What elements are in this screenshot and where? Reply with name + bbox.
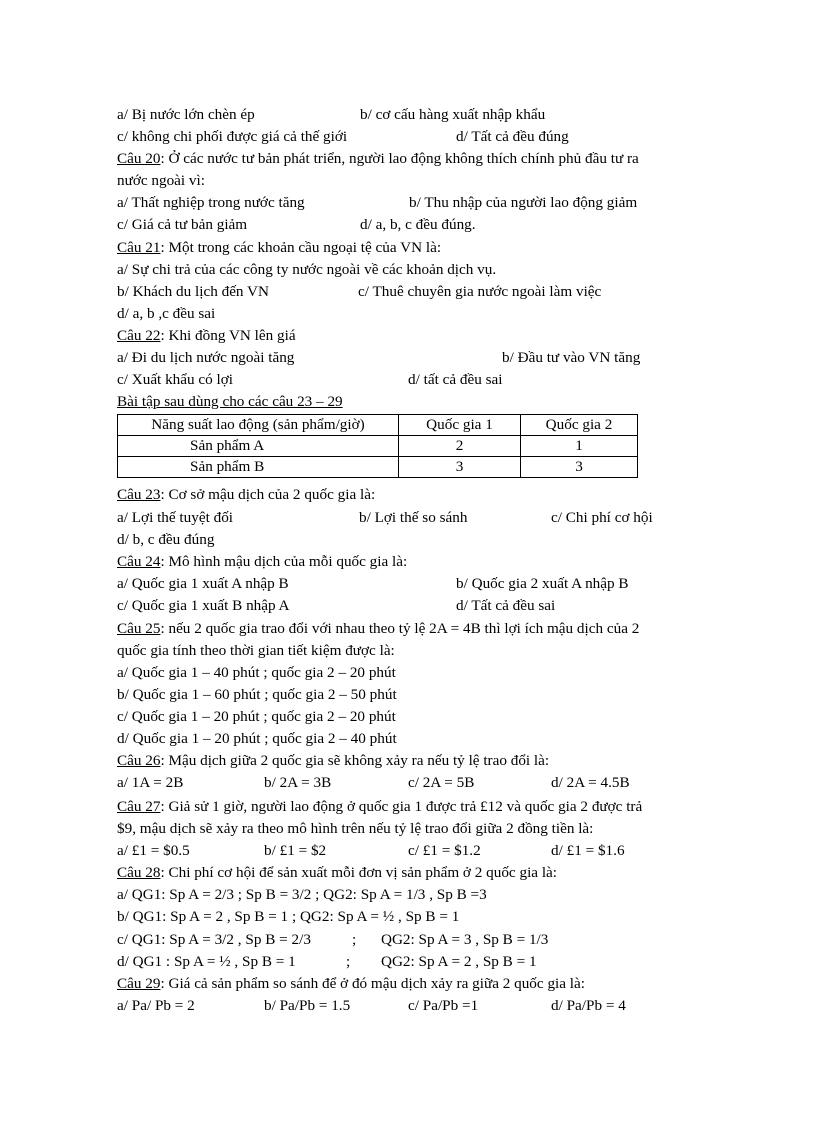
answer-option: b/ Thu nhập của người lao động giảm xyxy=(409,194,638,211)
answer-option: a/ Sự chi trả của các công ty nước ngoài về các khoản dịch vụ. xyxy=(117,261,497,278)
answer-option: d/ 2A = 4.5B xyxy=(551,774,630,791)
table-row xyxy=(118,436,638,457)
answer-option: b/ cơ cấu hàng xuất nhập khẩu xyxy=(360,106,546,123)
exercise-heading xyxy=(117,391,343,413)
answer-option: QG2: Sp A = 2 , Sp B = 1 xyxy=(381,953,537,970)
answer-option: c/ Giá cả tư bản giảm xyxy=(117,216,248,233)
question-text: quốc gia tính theo thời gian tiết kiệm được là: xyxy=(117,642,395,659)
question-line xyxy=(117,148,639,170)
question-text: : nếu 2 quốc gia trao đổi với nhau theo tỷ lệ 2A = 4B thì lợi ích mậu dịch của 2 xyxy=(160,620,640,637)
question-text: : Giá cả sản phẩm so sánh để ở đó mậu dịch xảy ra giữa 2 quốc gia là: xyxy=(160,975,585,992)
question-label: Câu 28 xyxy=(117,864,161,881)
answer-option: b/ 2A = 3B xyxy=(264,774,332,791)
answer-option: d/ tất cả đều sai xyxy=(408,371,503,388)
question-text: : Chi phí cơ hội để sản xuất mỗi đơn vị sản phẩm ở 2 quốc gia là: xyxy=(160,864,558,881)
table-header: Quốc gia 2 xyxy=(521,415,638,436)
answer-option: b/ Pa/Pb = 1.5 xyxy=(264,997,351,1014)
answer-option: d/ QG1 : Sp A = ½ , Sp B = 1 xyxy=(117,953,296,970)
answer-option: d/ b, c đều đúng xyxy=(117,531,215,548)
question-text: : Khi đồng VN lên giá xyxy=(160,327,296,344)
question-text: : Cơ sở mậu dịch của 2 quốc gia là: xyxy=(160,486,376,503)
question-label: Câu 26 xyxy=(117,752,161,769)
answer-option: QG2: Sp A = 3 , Sp B = 1/3 xyxy=(381,931,549,948)
separator: ; xyxy=(352,931,357,948)
answer-option: c/ Thuê chuyên gia nước ngoài làm việc xyxy=(358,283,602,300)
answer-option: a/ £1 = $0.5 xyxy=(117,842,190,859)
question-line xyxy=(117,170,205,192)
answer-option: c/ Chi phí cơ hội xyxy=(551,509,653,526)
answer-option: b/ Lợi thế so sánh xyxy=(359,509,468,526)
question-text: : Giả sử 1 giờ, người lao động ở quốc gia 1 được trả £12 và quốc gia 2 được trả xyxy=(160,798,643,815)
answer-option: b/ Quốc gia 1 – 60 phút ; quốc gia 2 – 50 phút xyxy=(117,686,397,703)
question-line xyxy=(117,618,639,640)
exercise-title: Bài tập sau dùng cho các câu 23 – 29 xyxy=(117,393,343,410)
answer-option: b/ £1 = $2 xyxy=(264,842,327,859)
question-label: Câu 21 xyxy=(117,239,161,256)
answer-option: b/ QG1: Sp A = 2 , Sp B = 1 ; QG2: Sp A = ½ , Sp B = 1 xyxy=(117,908,460,925)
answer-option: c/ QG1: Sp A = 3/2 , Sp B = 2/3 xyxy=(117,931,311,948)
answer-option: a/ Lợi thế tuyệt đối xyxy=(117,509,234,526)
table-cell: 1 xyxy=(521,436,638,457)
answer-option: a/ QG1: Sp A = 2/3 ; Sp B = 3/2 ; QG2: Sp A = 1/3 , Sp B =3 xyxy=(117,886,487,903)
answer-option: d/ Tất cả đều đúng xyxy=(456,128,569,145)
answer-option: a/ Pa/ Pb = 2 xyxy=(117,997,195,1014)
question-label: Câu 24 xyxy=(117,553,161,570)
question-text: nước ngoài vì: xyxy=(117,172,205,189)
question-label: Câu 20 xyxy=(117,150,161,167)
answer-option: d/ a, b, c đều đúng. xyxy=(360,216,476,233)
question-text: : Một trong các khoản cầu ngoại tệ của VN là: xyxy=(160,239,442,256)
question-line xyxy=(117,640,395,662)
question-line xyxy=(117,973,585,995)
answer-option: c/ 2A = 5B xyxy=(408,774,475,791)
table-cell: Sản phẩm B xyxy=(118,457,399,478)
question-text: : Mậu dịch giữa 2 quốc gia sẽ không xảy ra nếu tỷ lệ trao đổi là: xyxy=(160,752,550,769)
question-text: : Ở các nước tư bản phát triển, người lao động không thích chính phủ đầu tư ra xyxy=(160,150,639,167)
question-line xyxy=(117,818,593,840)
answer-option: a/ 1A = 2B xyxy=(117,774,184,791)
question-label: Câu 25 xyxy=(117,620,161,637)
question-label: Câu 29 xyxy=(117,975,161,992)
question-line xyxy=(117,551,407,573)
table-header-row xyxy=(118,415,638,436)
question-text: : Mô hình mậu dịch của mỗi quốc gia là: xyxy=(160,553,408,570)
productivity-table xyxy=(117,414,638,478)
question-line xyxy=(117,750,549,772)
table-cell: 3 xyxy=(399,457,521,478)
answer-option: c/ Quốc gia 1 – 20 phút ; quốc gia 2 – 20 phút xyxy=(117,708,396,725)
question-text: $9, mậu dịch sẽ xảy ra theo mô hình trên nếu tỷ lệ trao đổi giữa 2 đồng tiền là: xyxy=(117,820,594,837)
answer-option: a/ Quốc gia 1 xuất A nhập B xyxy=(117,575,289,592)
answer-option: d/ Quốc gia 1 – 20 phút ; quốc gia 2 – 40 phút xyxy=(117,730,397,747)
answer-option: b/ Đầu tư vào VN tăng xyxy=(502,349,641,366)
answer-option: c/ Xuất khẩu có lợi xyxy=(117,371,233,388)
question-line xyxy=(117,862,557,884)
answer-option: a/ Bị nước lớn chèn ép xyxy=(117,106,255,123)
table-header: Năng suất lao động (sản phẩm/giờ) xyxy=(118,415,399,436)
table-row xyxy=(118,457,638,478)
table-header: Quốc gia 1 xyxy=(399,415,521,436)
question-label: Câu 22 xyxy=(117,327,161,344)
table-cell: 2 xyxy=(399,436,521,457)
question-label: Câu 23 xyxy=(117,486,161,503)
separator: ; xyxy=(346,953,351,970)
answer-option: c/ £1 = $1.2 xyxy=(408,842,481,859)
answer-option: c/ không chi phối được giá cả thế giới xyxy=(117,128,348,145)
question-line xyxy=(117,325,296,347)
answer-option: c/ Quốc gia 1 xuất B nhập A xyxy=(117,597,290,614)
table-cell: Sản phẩm A xyxy=(118,436,399,457)
answer-option: c/ Pa/Pb =1 xyxy=(408,997,479,1014)
question-label: Câu 27 xyxy=(117,798,161,815)
answer-option: d/ a, b ,c đều sai xyxy=(117,305,216,322)
answer-option: a/ Đi du lịch nước ngoài tăng xyxy=(117,349,295,366)
answer-option: b/ Quốc gia 2 xuất A nhập B xyxy=(456,575,629,592)
answer-option: d/ Pa/Pb = 4 xyxy=(551,997,626,1014)
table-cell: 3 xyxy=(521,457,638,478)
answer-option: d/ Tất cả đều sai xyxy=(456,597,556,614)
answer-option: b/ Khách du lịch đến VN xyxy=(117,283,269,300)
question-line xyxy=(117,484,375,506)
answer-option: a/ Quốc gia 1 – 40 phút ; quốc gia 2 – 20 phút xyxy=(117,664,396,681)
question-line xyxy=(117,796,642,818)
question-line xyxy=(117,237,441,259)
answer-option: a/ Thất nghiệp trong nước tăng xyxy=(117,194,305,211)
answer-option: d/ £1 = $1.6 xyxy=(551,842,625,859)
